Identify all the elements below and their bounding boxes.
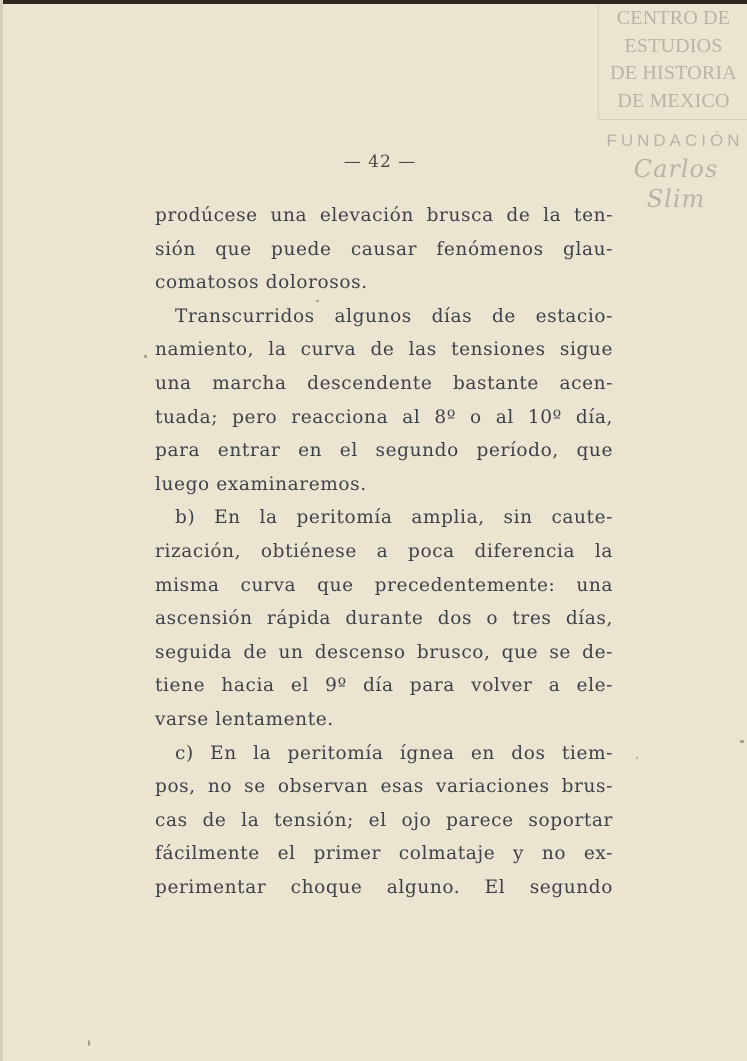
text-line: pos, no se observan esas variaciones brus-: [155, 776, 613, 798]
watermark-line: DE MEXICO: [617, 89, 730, 112]
text-line: una marcha descendente bastante acen-: [155, 372, 613, 394]
archive-watermark: [598, 5, 747, 214]
page-top-edge: [0, 0, 747, 4]
text-line: varse lentamente.: [155, 708, 334, 730]
text-line: perimentar choque alguno. El segundo: [155, 876, 613, 898]
text-line: sión que puede causar fenómenos glau-: [155, 238, 613, 260]
paper-speck: [144, 355, 147, 358]
text-line: Transcurridos algunos días de estacio-: [175, 305, 613, 327]
paper-speck: [88, 1040, 90, 1046]
text-line: seguida de un descenso brusco, que se de-: [155, 641, 613, 663]
watermark-line: CENTRO DE: [616, 7, 731, 29]
watermark-signature: Carlos Slim: [633, 155, 719, 213]
body-text: [155, 199, 613, 904]
paper-speck: [316, 300, 319, 302]
text-line: tuada; pero reacciona al 8º o al 10º día,: [155, 406, 613, 428]
text-line: cas de la tensión; el ojo parece soportar: [155, 809, 613, 831]
watermark-foundation: FUNDACIÓN: [606, 131, 744, 150]
text-line: misma curva que precedentemente: una: [155, 574, 613, 596]
watermark-line: DE HISTORIA: [610, 62, 737, 84]
text-line: para entrar en el segundo período, que: [155, 440, 613, 462]
watermark-line: ESTUDIOS: [624, 34, 723, 57]
text-line: ascensión rápida durante dos o tres días,: [155, 608, 613, 630]
text-line: b) En la peritomía amplia, sin caute-: [175, 507, 613, 529]
text-line: luego examinaremos.: [155, 473, 367, 495]
text-line: comatosos dolorosos.: [155, 272, 368, 294]
text-line: c) En la peritomía ígnea en dos tiem-: [175, 742, 613, 764]
text-line: prodúcese una elevación brusca de la ten-: [155, 205, 613, 226]
text-line: fácilmente el primer colmataje y no ex-: [155, 843, 613, 865]
paper-speck: [636, 757, 638, 759]
page-number: — 42 —: [343, 152, 417, 172]
text-line: rización, obtiénese a poca diferencia la: [155, 540, 613, 562]
text-line: namiento, la curva de las tensiones sigue: [155, 339, 613, 361]
text-line: tiene hacia el 9º día para volver a ele-: [155, 675, 613, 697]
watermark-institution-box: [598, 5, 747, 120]
paper-speck: [740, 740, 744, 743]
